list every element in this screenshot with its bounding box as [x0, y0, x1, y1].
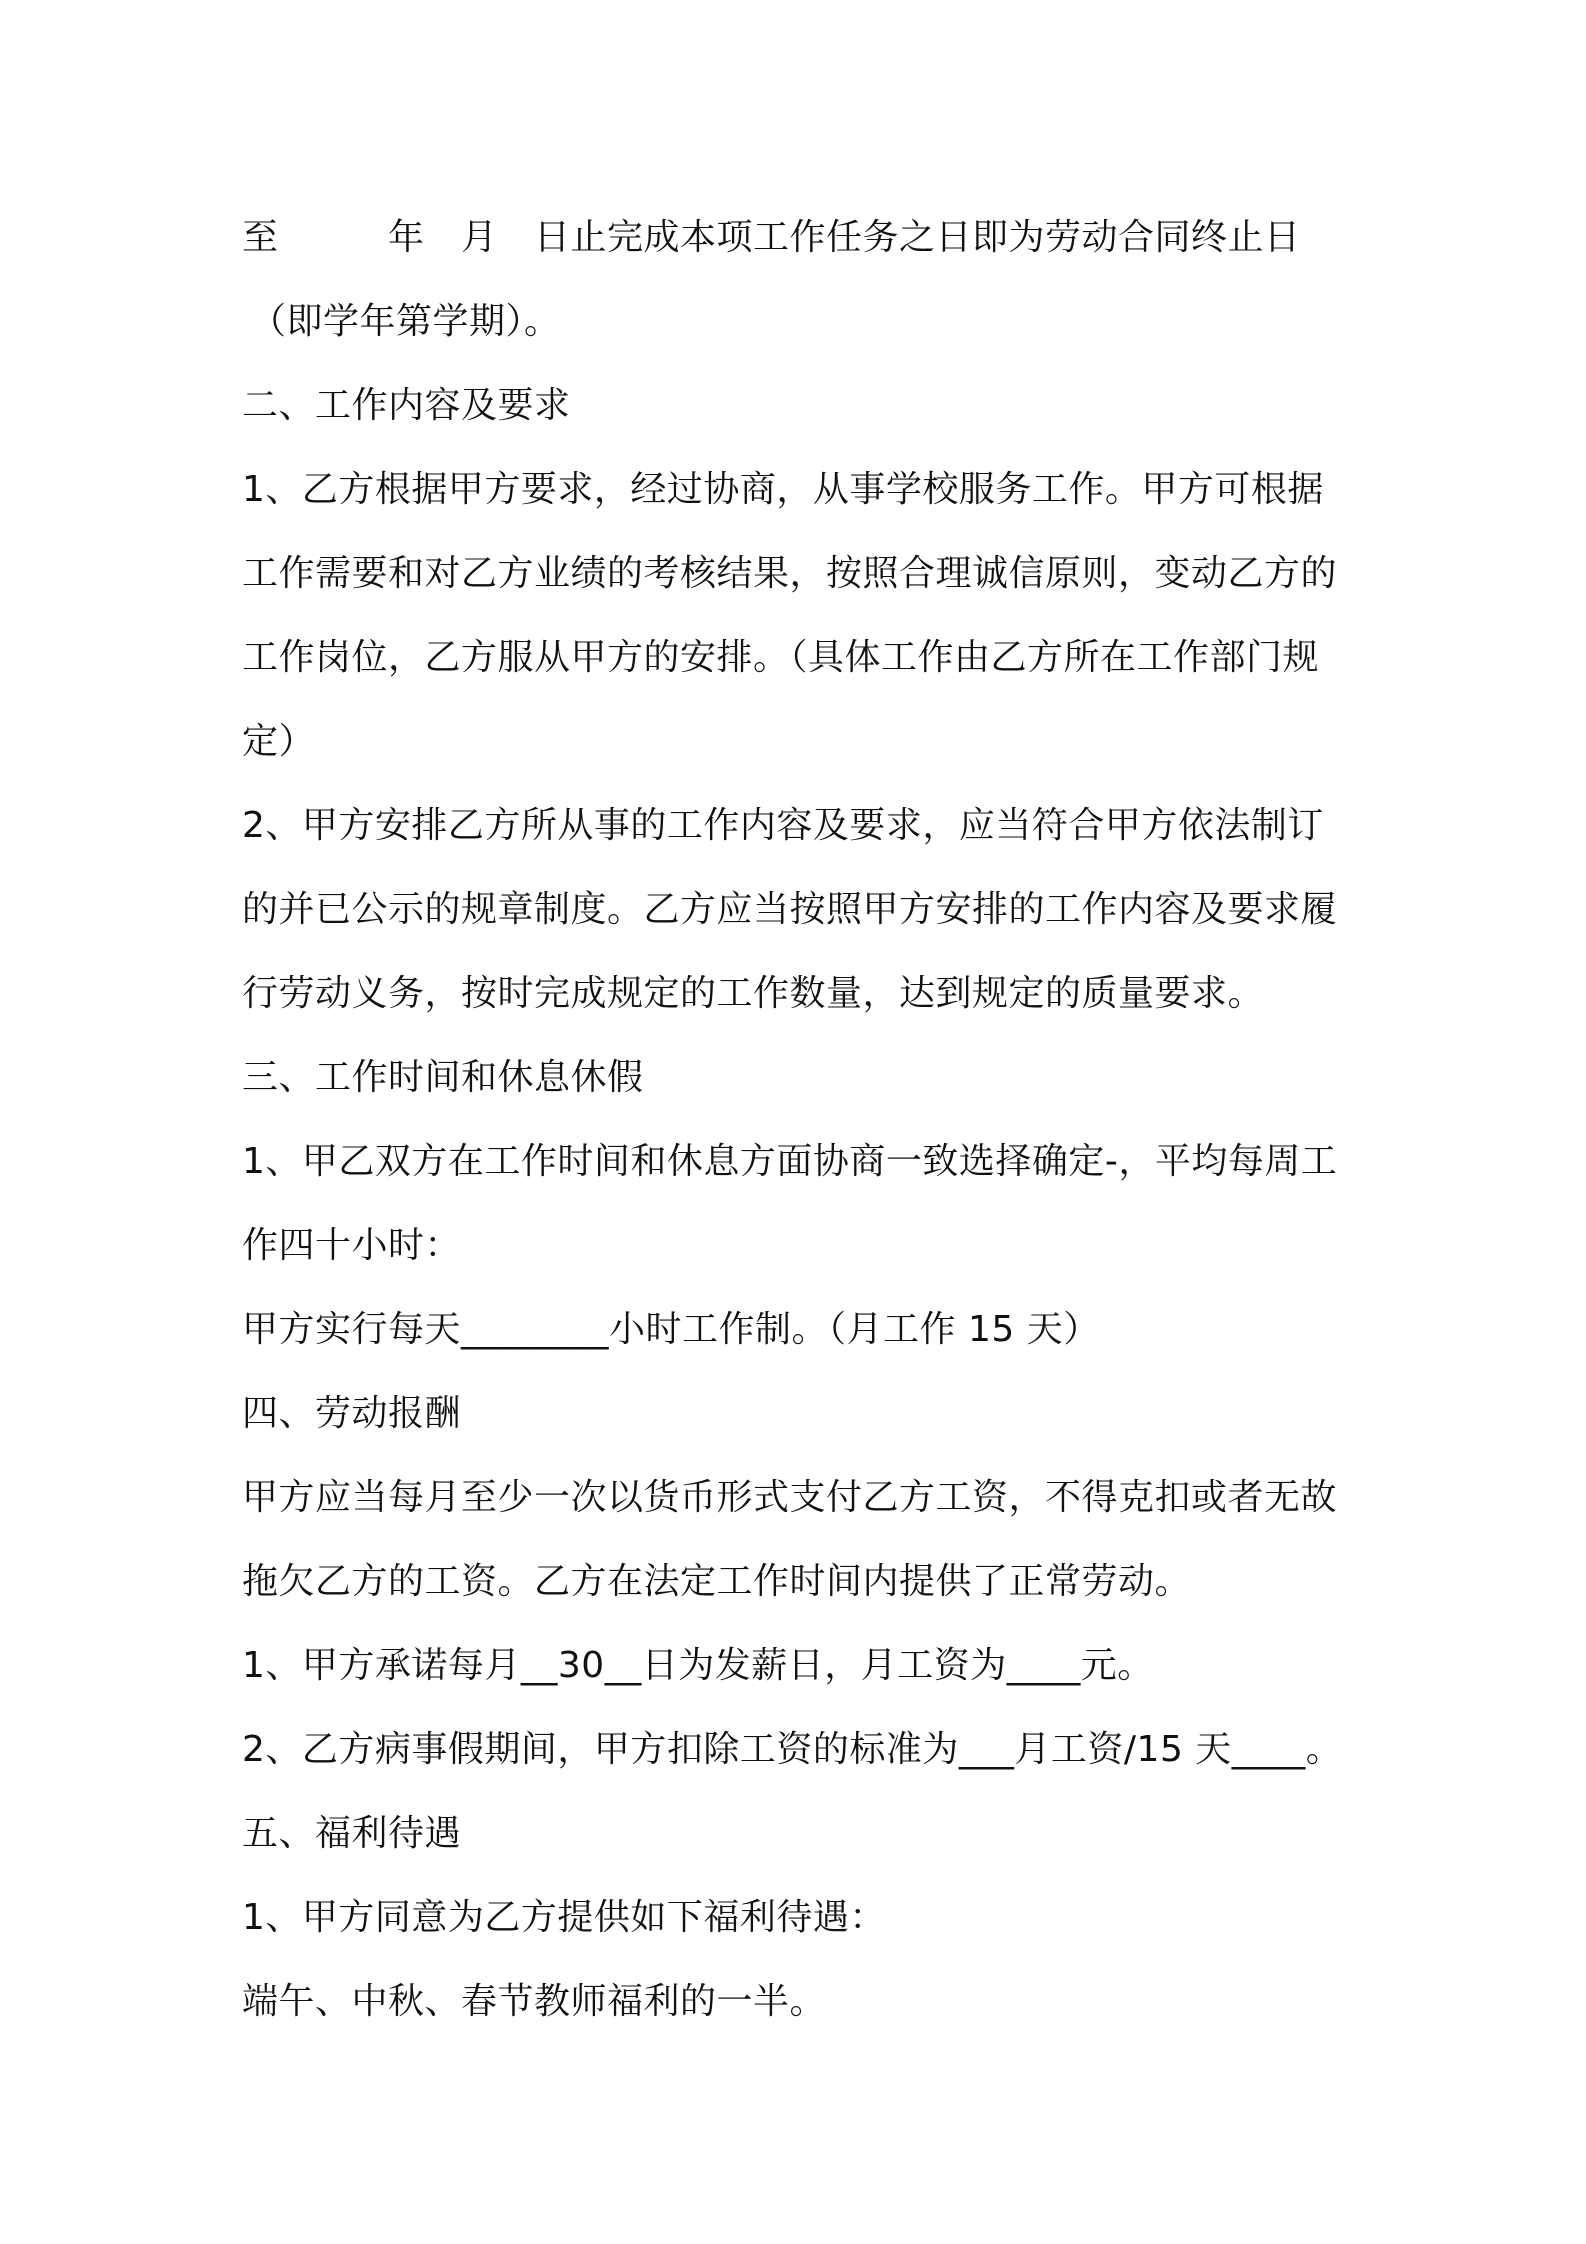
- paragraph-line: 甲方应当每月至少一次以货币形式支付乙方工资，不得克扣或者无故: [242, 1477, 1338, 1518]
- benefits-detail-line: 端午、中秋、春节教师福利的一半。: [242, 1981, 827, 2022]
- paragraph-line: 拖欠乙方的工资。乙方在法定工作时间内提供了正常劳动。: [242, 1561, 1192, 1602]
- working-hours-line: 甲方实行每天________小时工作制。（月工作 15 天）: [242, 1309, 1100, 1350]
- section-heading-work-content: 二、工作内容及要求: [242, 385, 571, 426]
- section-heading-benefits: 五、福利待遇: [242, 1813, 462, 1854]
- contract-term-line: 至 年 月 日止完成本项工作任务之日即为劳动合同终止日: [242, 217, 1301, 258]
- payday-line: 1、甲方承诺每月__30__日为发薪日，月工资为____元。: [242, 1645, 1154, 1686]
- paragraph-line: 1、乙方根据甲方要求，经过协商，从事学校服务工作。甲方可根据: [242, 469, 1324, 510]
- paragraph-line: 工作需要和对乙方业绩的考核结果，按照合理诚信原则，变动乙方的: [242, 553, 1338, 594]
- paragraph-line: 1、甲方同意为乙方提供如下福利待遇：: [242, 1897, 886, 1938]
- paragraph-line: 的并已公示的规章制度。乙方应当按照甲方安排的工作内容及要求履: [242, 889, 1338, 930]
- semester-note: （即学年第学期）。: [250, 301, 561, 342]
- leave-deduction-line: 2、乙方病事假期间，甲方扣除工资的标准为___月工资/15 天____。: [242, 1729, 1343, 1770]
- paragraph-line: 行劳动义务，按时完成规定的工作数量，达到规定的质量要求。: [242, 973, 1265, 1014]
- paragraph-line: 1、甲乙双方在工作时间和休息方面协商一致选择确定-，平均每周工: [242, 1141, 1338, 1182]
- paragraph-line: 工作岗位，乙方服从甲方的安排。（具体工作由乙方所在工作部门规: [242, 637, 1320, 678]
- document-body: [242, 196, 1362, 2044]
- paragraph-line: 定）: [242, 721, 316, 762]
- paragraph-line: 2、甲方安排乙方所从事的工作内容及要求，应当符合甲方依法制订: [242, 805, 1324, 846]
- section-heading-work-hours: 三、工作时间和休息休假: [242, 1057, 644, 1098]
- paragraph-line: 作四十小时：: [242, 1225, 462, 1266]
- section-heading-remuneration: 四、劳动报酬: [242, 1393, 462, 1434]
